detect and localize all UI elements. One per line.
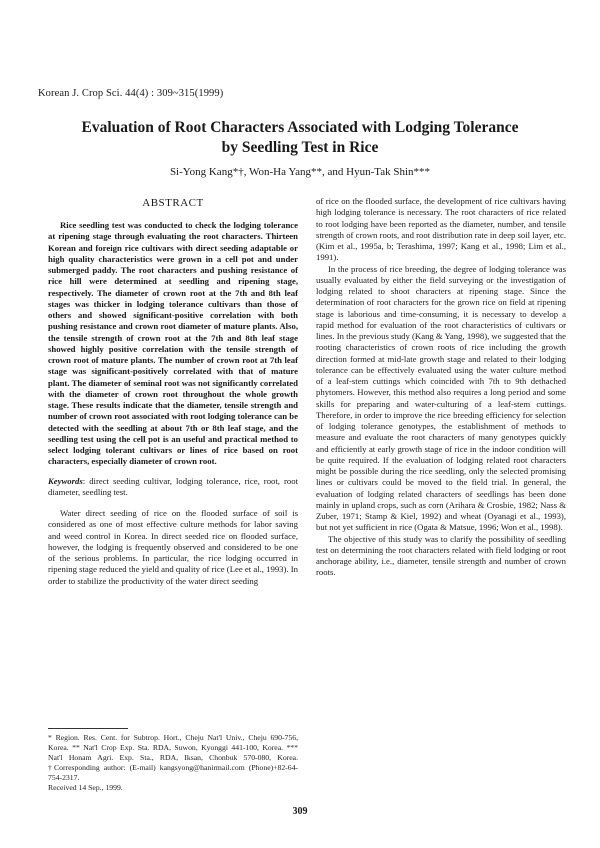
author-list: Si-Yong Kang*†, Won-Ha Yang**, and Hyun-Tak Shin*** (169, 166, 431, 178)
title-line-2: by Seedling Test in Rice (221, 139, 379, 156)
abstract-text: Rice seedling test was conducted to check the lodging tolerance at ripening stage through evaluating the root characters. Thirteen Korean and foreign rice cultivars with direct seeding adaptable or high quality characteristics were grown in a cell pot and under submerged paddy. The root characters and pushing resistance of rice hill were determined at seedling and ripening stage, respectively. The diameter of crown root at the 7th and 8th leaf stages was thicker in lodging tolerance cultivars than those of others and showed significant-positive correlation with both pushing resistance and crown root diameter of mature plants. Also, the tensile strength of crown root at the 7th and 8th leaf stage showed highly positive correlation with the tensile strength of crown root of mature plants. The number of crown root at 7th leaf stage was significant-positively correlated with that of mature plant. The diameter of seminal root was not significantly correlated with the diameter of crown root throughout the whole growth stage. These results indicate that the diameter, tensile strength and number of crown root associated with root lodging tolerance can be detected with the seedling at about 7th or 8th leaf stage, and the seedling test using the cell pot is an useful and practical method to select lodging tolerant cultivars or lines of rice based on root characters, especially diameter of crown root. (48, 220, 298, 467)
footnote-divider (48, 728, 128, 729)
intro-paragraph-left: Water direct seeding of rice on the flooded surface of soil is considered as one of most effective culture methods for labor saving and weed control in Korea. In direct seeded rice on flooded surface, however, the lodging is frequently observed and considered to be one of the serious problems. In particular, the rice lodging occurred in ripening stage reduced the yield and quality of rice (Lee et al., 1993). In order to stabilize the productivity of the water direct seeding (48, 508, 298, 586)
page-number: 309 (292, 806, 308, 817)
intro-paragraph-continued: of rice on the flooded surface, the development of rice cultivars having high lodging tolerance is necessary. The root characters of rice related to root lodging have been reported as the diameter, number, and tensile strength of crown roots, and root distribution rate in deep soil layer, etc. (Kim et al., 1995a, b; Terashima, 1997; Kang et al., 1998; Lim et al., 1991). (316, 196, 566, 263)
paper-title (0, 118, 600, 158)
objective-paragraph: The objective of this study was to clarify the possibility of seedling test on determining the root characters related with field lodging or root anchorage ability, i.e., diameter, tensile strength and number of crown roots. (316, 533, 566, 578)
keywords-label: Keywords (48, 475, 83, 486)
abstract-heading: ABSTRACT (142, 197, 204, 209)
journal-citation: Korean J. Crop Sci. 44(4) : 309~315(1999) (38, 88, 224, 99)
footnote-received: Received 14 Sep., 1999. (48, 783, 123, 792)
footnote (48, 733, 298, 793)
intro-paragraph-2: In the process of rice breeding, the degree of lodging tolerance was usually evaluated by either the field surveying or the investigation of lodging related to shoot characters at ripening stage. Since the determination of root characters for the grown rice on field at ripening stage is laborious and time-consuming, it is necessary to develop a rapid method for evaluation of the root characteristics of cultivars or lines. In the previous study (Kang & Yang, 1998), we suggested that the rooting characteristics of crown roots of rice including the growth direction formed at mid-late growth stage and related to their lodging tolerance can be effectively evaluated using the water culture method of a leaf-stem cuttings which coincided with 7th to 9th dethached phytomers. However, this method also requires a long period and some skills for preparing and water-culturing of a leaf-stem cuttings. Therefore, in order to improve the rice breeding efficiency for selection of lodging tolerance genotypes, the establishment of methods to measure and evaluate the root characters of many genotypes quickly and efficiently at early growth stage of rice in the indoor condition will be quite required. If the evaluation of lodging related root characters might be possible during the rice seedling, only the selected promising lines or cultivars could be moved to the field trial. In general, the evaluation of lodging related characters of seedlings has been done mainly in upland crops, such as corn (Arihara & Crosbie, 1982; Nass & Zuber, 1971; Stamp & Kiel, 1992) and wheat (Oyanagi et al., 1993), but not yet sufficient in rice (Ogata & Matsue, 1996; Won et al., 1998). (316, 263, 566, 533)
footnote-affiliations: * Region. Res. Cent. for Subtrop. Hort., Cheju Nat'l Univ., Cheju 690-756, Korea. ** Nat'l Crop Exp. Sta. RDA, Suwon, Kyonggi 441-100, Korea. *** Nat'l Honam Agri. Exp. Sta., RDA, Iksan, Chonbuk 570-080, Korea. †Corresponding author: (E-mail) kangsyong@hanirmail.com (Phone)+82-64-754-2317. (48, 733, 298, 782)
keywords-text: : direct seeding cultivar, lodging tolerance, rice, root, root diameter, seedling test. (48, 475, 298, 497)
right-column (316, 196, 566, 579)
left-column (48, 196, 298, 587)
keywords (48, 476, 298, 499)
title-line-1: Evaluation of Root Characters Associated with Lodging Tolerance (81, 119, 519, 136)
